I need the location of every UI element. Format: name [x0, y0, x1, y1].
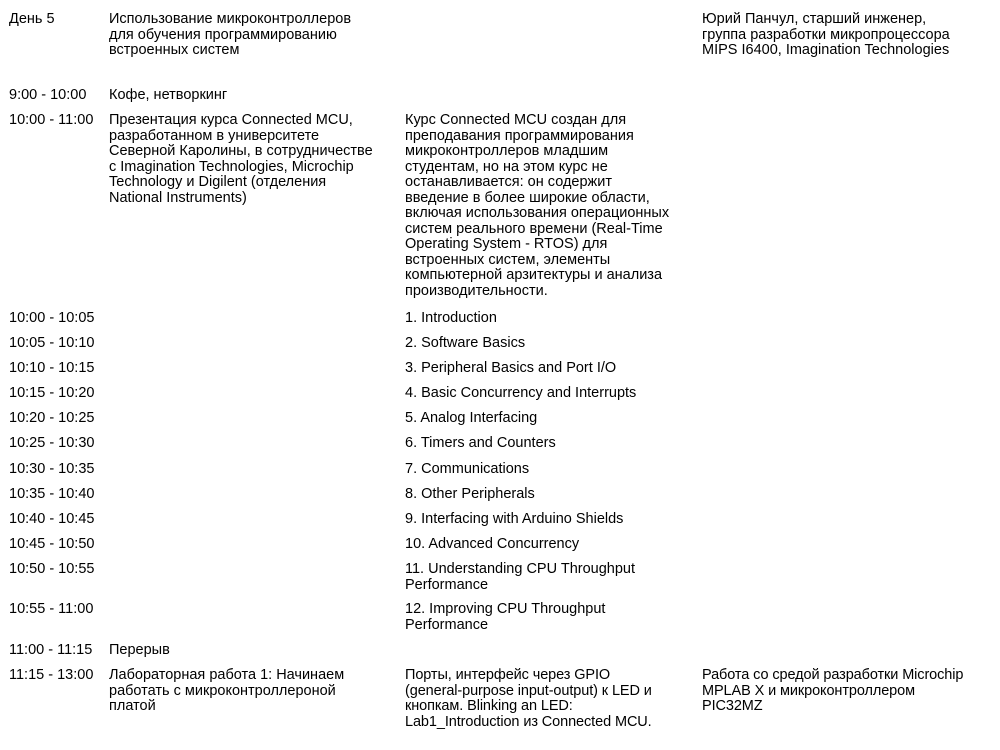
session-topic: 10. Advanced Concurrency	[405, 536, 580, 552]
session-topic: 12. Improving CPU Throughput Performance	[405, 601, 606, 633]
session-time: 10:15 - 10:20	[9, 385, 95, 401]
coffee-title: Кофе, нетворкинг	[109, 87, 228, 103]
session-topic: 5. Analog Interfacing	[405, 410, 538, 426]
session-topic: 7. Communications	[405, 461, 530, 477]
session-topic: 4. Basic Concurrency and Interrupts	[405, 385, 637, 401]
session-time: 10:55 - 11:00	[9, 601, 94, 617]
session-topic: 2. Software Basics	[405, 335, 526, 351]
session-time: 10:00 - 10:05	[9, 310, 95, 326]
presentation-time: 10:00 - 11:00	[9, 112, 94, 128]
session-time: 10:40 - 10:45	[9, 511, 95, 527]
session-time: 10:10 - 10:15	[9, 360, 95, 376]
session-time: 10:30 - 10:35	[9, 461, 95, 477]
lab-title: Лабораторная работа 1: Начинаем работать с микроконтроллероной платой	[109, 667, 345, 714]
presentation-title: Презентация курса Connected MCU, разработанном в университете Северной Каролины, в сотрудничестве с Imagination Technologies, Microchip Technology и Digilent (отделения National Instruments)	[109, 112, 373, 206]
session-time: 10:05 - 10:10	[9, 335, 95, 351]
day-label: День 5	[9, 11, 55, 27]
day-title: Использование микроконтроллеров для обучения программированию встроенных систем	[109, 11, 352, 58]
session-time: 10:45 - 10:50	[9, 536, 95, 552]
speaker-info: Юрий Панчул, старший инженер, группа разработки микропроцессора MIPS I6400, Imagination Technologies	[702, 11, 950, 58]
lab-description: Порты, интерфейс через GPIO (general-purpose input-output) к LED и кнопкам. Blinking an LED: Lab1_Introduction из Connected MCU.	[405, 667, 652, 730]
break-time: 11:00 - 11:15	[9, 642, 93, 658]
session-time: 10:35 - 10:40	[9, 486, 95, 502]
lab-notes: Работа со средой разработки Microchip MPLAB X и микроконтроллером PIC32MZ	[702, 667, 964, 714]
session-time: 10:20 - 10:25	[9, 410, 95, 426]
session-topic: 9. Interfacing with Arduino Shields	[405, 511, 624, 527]
session-topic: 3. Peripheral Basics and Port I/O	[405, 360, 617, 376]
presentation-description: Курс Connected MCU создан для преподавания программирования микроконтроллеров младшим студентам, но на этом курс не останавливается: он содержит введение в более широкие области, включая использования операционных систем реального времени (Real-Time Operating System - RTOS) для встроенных систем, элементы компьютерной арзитектуры и анализа производительности.	[405, 112, 670, 299]
session-time: 10:25 - 10:30	[9, 435, 95, 451]
session-topic: 1. Introduction	[405, 310, 497, 326]
lab-time: 11:15 - 13:00	[9, 667, 94, 683]
session-time: 10:50 - 10:55	[9, 561, 95, 577]
break-title: Перерыв	[109, 642, 170, 658]
coffee-time: 9:00 - 10:00	[9, 87, 87, 103]
session-topic: 6. Timers and Counters	[405, 435, 556, 451]
session-topic: 11. Understanding CPU Throughput Performance	[405, 561, 635, 593]
session-topic: 8. Other Peripherals	[405, 486, 535, 502]
